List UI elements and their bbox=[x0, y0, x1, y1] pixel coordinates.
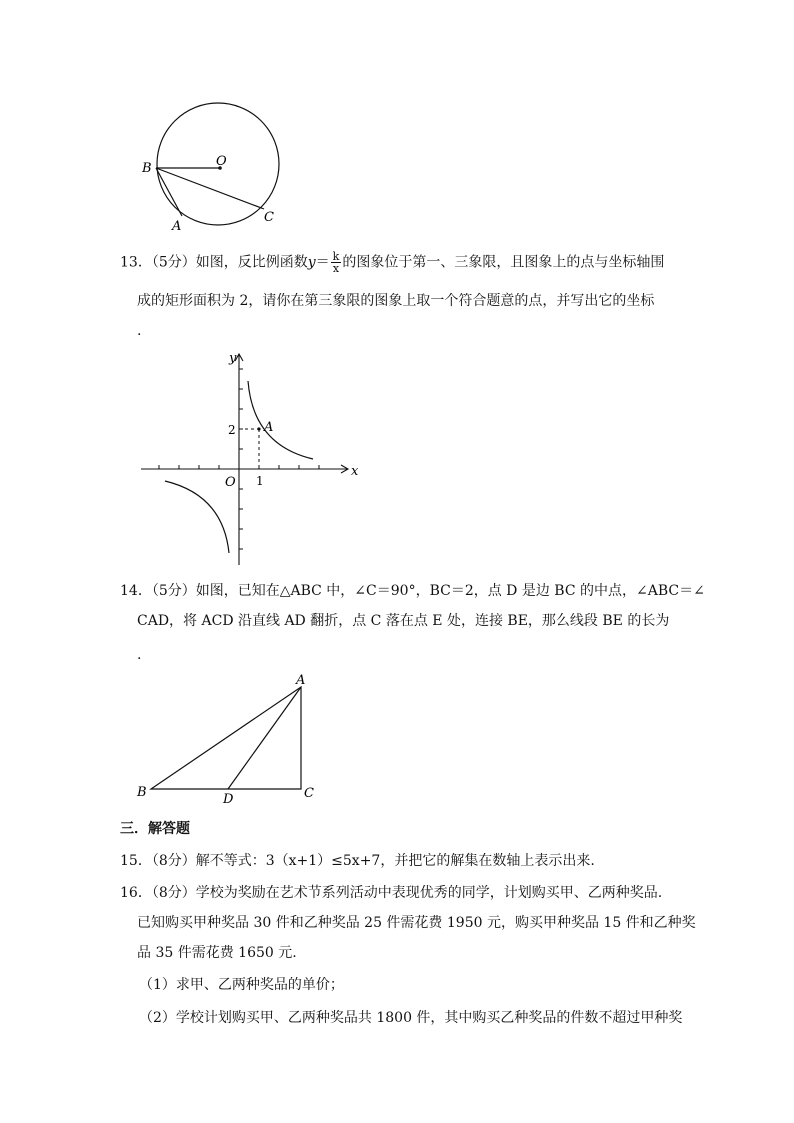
q13-line1 bbox=[120, 251, 684, 274]
q13-line3: . bbox=[137, 323, 142, 339]
q13-y: y bbox=[307, 254, 316, 271]
q13-rest: 的图象位于第一、三象限，且图象上的点与坐标轴围 bbox=[342, 254, 665, 271]
label-O: O bbox=[225, 475, 236, 490]
label-C: C bbox=[304, 786, 314, 801]
hyperbola-graph bbox=[135, 345, 375, 570]
label-A: A bbox=[264, 420, 274, 435]
q16-line3: 品 35 件需花费 1650 元. bbox=[137, 945, 297, 961]
circle-figure bbox=[130, 95, 300, 235]
q13-line2: 成的矩形面积为 2，请你在第三象限的图象上取一个符合题意的点，并写出它的坐标 bbox=[137, 293, 655, 309]
q16-sub2: （2）学校计划购买甲、乙两种奖品共 1800 件，其中购买乙种奖品的件数不超过甲种奖 bbox=[139, 1010, 683, 1026]
q13-fraction bbox=[331, 251, 342, 274]
segment-BC bbox=[156, 168, 264, 209]
point-A bbox=[257, 427, 260, 430]
triangle-ABC bbox=[151, 687, 301, 789]
label-y: y bbox=[229, 351, 237, 366]
label-2: 2 bbox=[228, 423, 236, 437]
q14-line3: . bbox=[137, 647, 142, 663]
triangle-figure bbox=[130, 668, 330, 808]
q15-line: 15．（8分）解不等式：3（x+1）≤5x+7，并把它的解集在数轴上表示出来. bbox=[120, 853, 595, 869]
y-ticks bbox=[239, 369, 243, 549]
label-A: A bbox=[172, 219, 182, 234]
label-B: B bbox=[137, 785, 147, 800]
segment-AD bbox=[228, 687, 301, 789]
section-title: 三．解答题 bbox=[120, 821, 190, 837]
label-A: A bbox=[296, 673, 306, 688]
label-B: B bbox=[142, 161, 152, 176]
curve-branch-q3 bbox=[165, 481, 229, 553]
label-O: O bbox=[216, 154, 227, 169]
label-1: 1 bbox=[256, 474, 264, 488]
q14-line1: 14．（5分）如图，已知在△ABC 中，∠C＝90°，BC＝2，点 D 是边 BC 的中点，∠ABC＝∠ bbox=[120, 583, 705, 599]
q13-frac-num: k bbox=[332, 250, 340, 263]
segment-BA bbox=[156, 168, 182, 216]
label-D: D bbox=[223, 792, 234, 807]
label-x: x bbox=[351, 464, 359, 479]
q13-prefix: 13．（5分）如图，反比例函数 bbox=[120, 254, 308, 271]
curve-branch-q1 bbox=[248, 381, 313, 459]
q14-line2: CAD，将 ACD 沿直线 AD 翻折，点 C 落在点 E 处，连接 BE，那么线段 BE 的长为 bbox=[137, 613, 670, 629]
label-C: C bbox=[264, 210, 274, 225]
q16-line1: 16．（8分）学校为奖励在艺术节系列活动中表现优秀的同学，计划购买甲、乙两种奖品. bbox=[120, 885, 663, 901]
q13-eq: ＝ bbox=[315, 254, 330, 271]
q13-frac-den: x bbox=[332, 262, 340, 275]
q16-sub1: （1）求甲、乙两种奖品的单价； bbox=[139, 977, 344, 993]
q16-line2: 已知购买甲种奖品 30 件和乙种奖品 25 件需花费 1950 元，购买甲种奖品 15 件和乙种奖 bbox=[137, 915, 696, 931]
